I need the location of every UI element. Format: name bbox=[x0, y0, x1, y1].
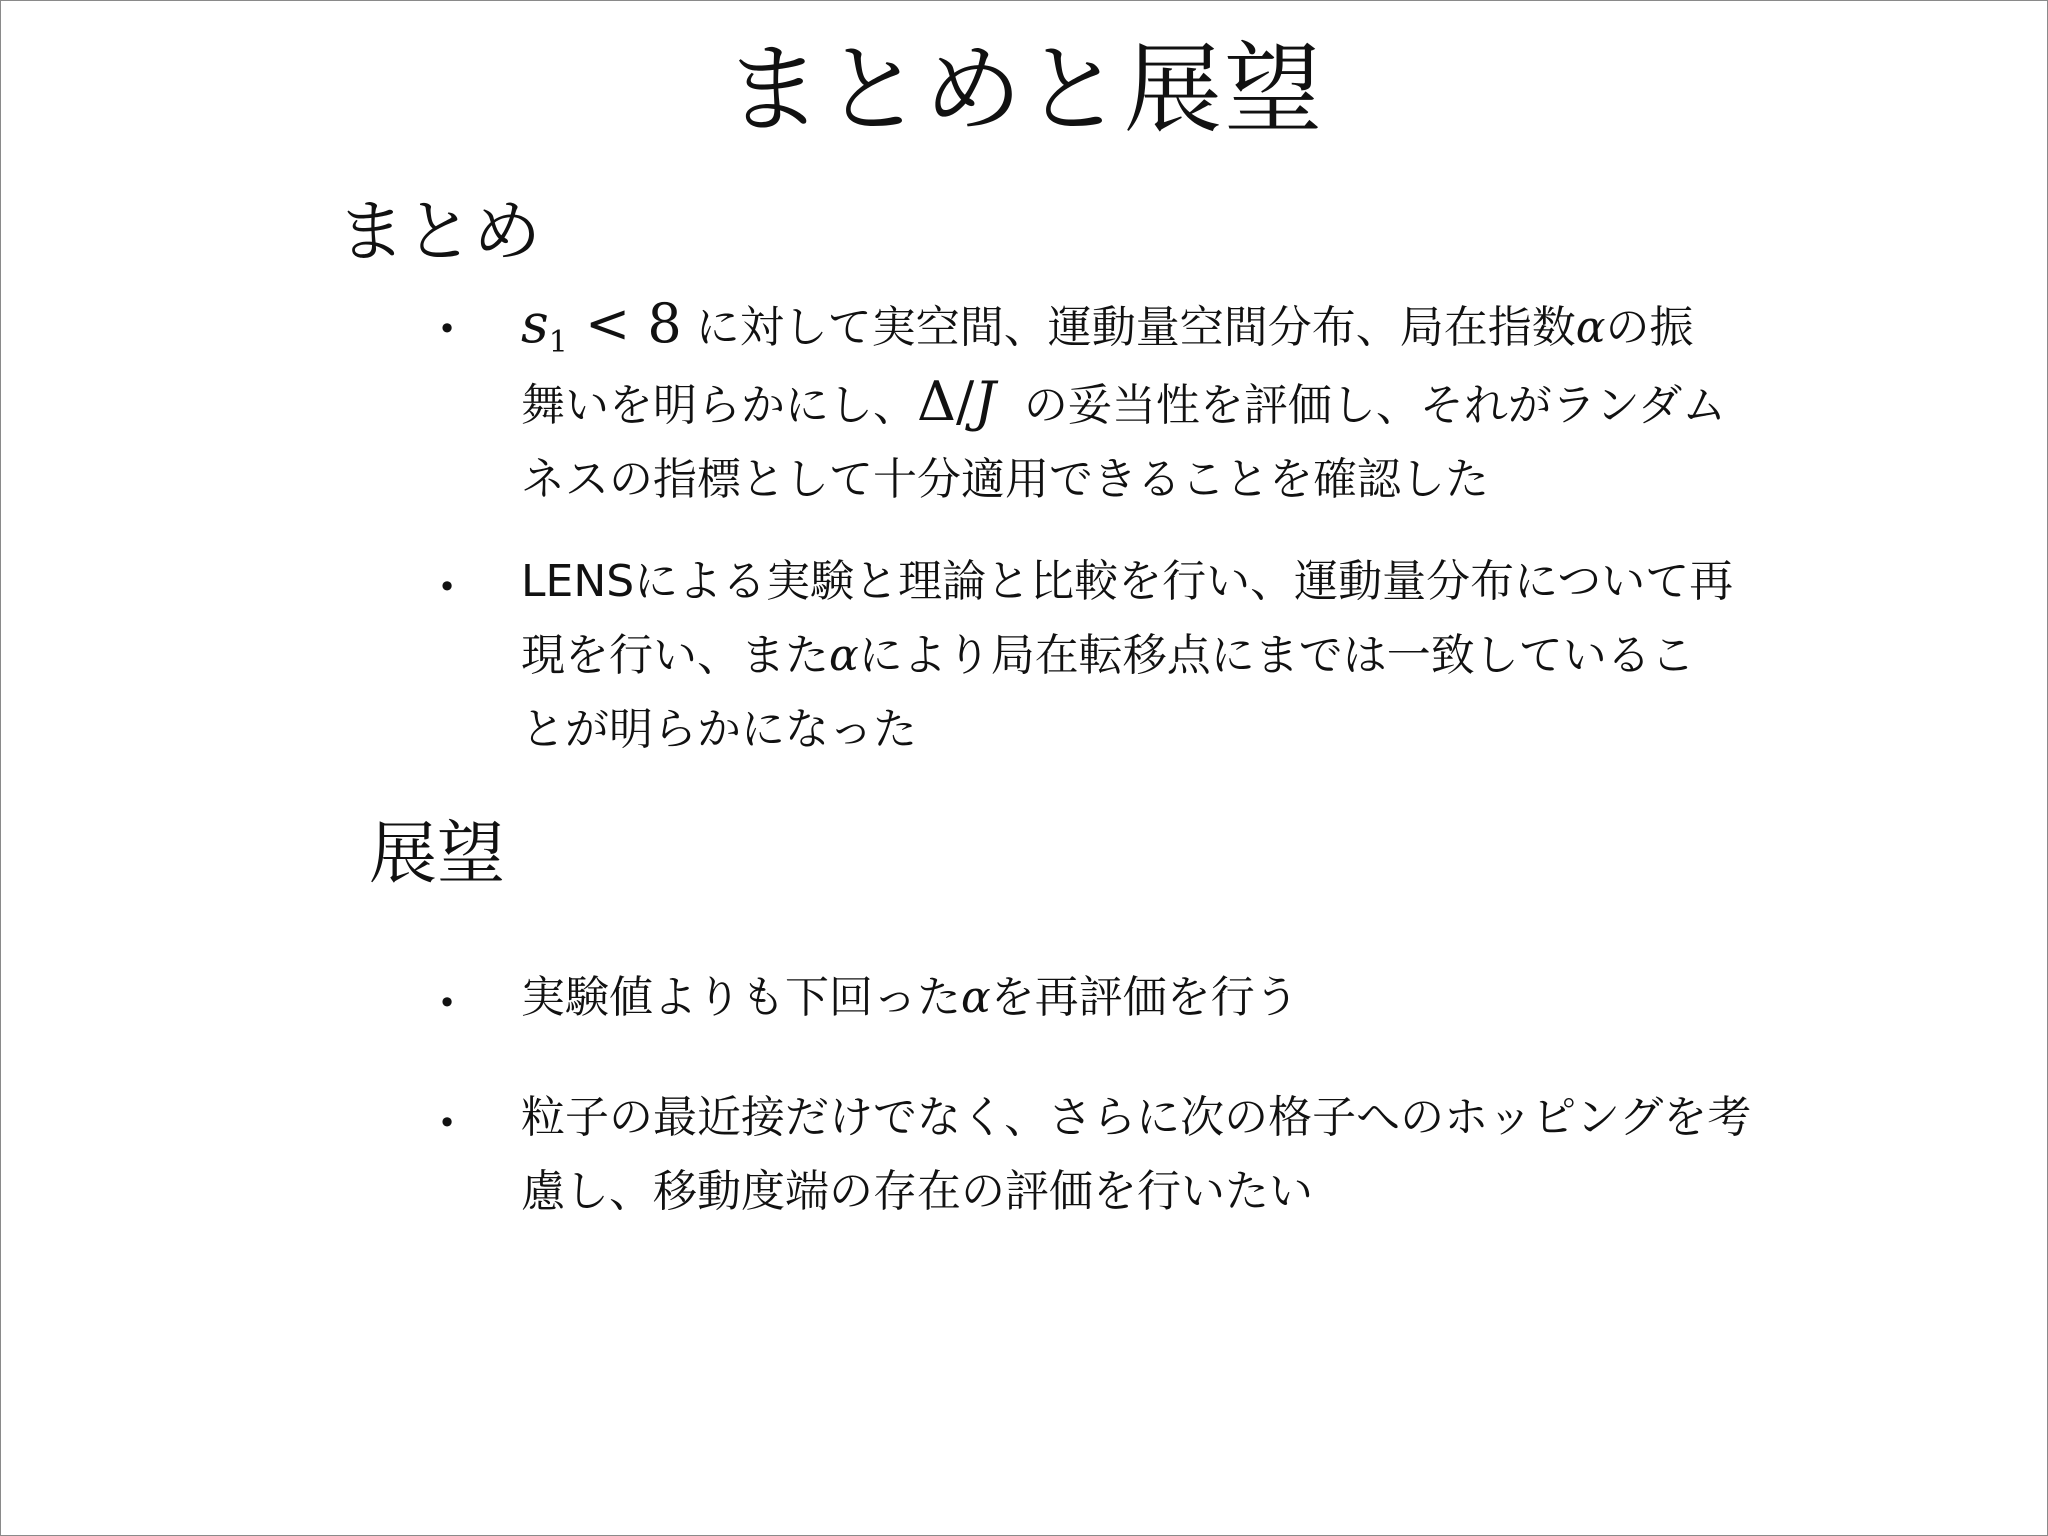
text-line bbox=[521, 287, 1871, 365]
text-segment: 舞いを明らかにし、 bbox=[521, 380, 917, 431]
text-line: LENSによる実験と理論と比較を行い、運動量分布について再 bbox=[521, 556, 1734, 607]
math-J: J bbox=[974, 370, 996, 433]
text-segment: の妥当性を評価し、それがランダム bbox=[995, 380, 1727, 431]
text-line: ネスの指標として十分適用できることを確認した bbox=[521, 454, 1489, 505]
math-number: 8 bbox=[647, 292, 682, 355]
text-line: 粒子の最近接だけでなく、さらに次の格子へのホッピングを考 bbox=[521, 1092, 1752, 1143]
bullet-text bbox=[521, 287, 1871, 517]
text-line bbox=[521, 365, 1871, 443]
math-less-than: < bbox=[567, 292, 648, 355]
summary-heading: まとめ bbox=[337, 193, 542, 272]
math-alpha: α bbox=[961, 972, 991, 1023]
math-delta: Δ bbox=[917, 370, 956, 433]
math-slash: / bbox=[956, 370, 975, 433]
text-line: 慮し、移動度端の存在の評価を行いたい bbox=[521, 1166, 1313, 1217]
text-line: とが明らかになった bbox=[521, 704, 917, 755]
slide-title: まとめと展望 bbox=[723, 33, 1324, 147]
text-segment: 現を行い、また bbox=[521, 630, 829, 681]
text-segment: の振 bbox=[1605, 302, 1694, 353]
text-segment: により局在転移点にまでは一致しているこ bbox=[858, 630, 1695, 681]
math-symbol-s: s bbox=[521, 292, 549, 355]
outlook-heading: 展望 bbox=[369, 815, 506, 894]
math-subscript: 1 bbox=[548, 325, 568, 360]
text-segment: 実験値よりも下回った bbox=[521, 972, 961, 1023]
text-segment: を再評価を行う bbox=[990, 972, 1299, 1023]
bullet-text bbox=[521, 1081, 1871, 1229]
bullet-text bbox=[521, 961, 1871, 1035]
math-alpha: α bbox=[829, 630, 859, 681]
bullet-text bbox=[521, 545, 1871, 767]
bullet-marker: • bbox=[437, 1104, 457, 1142]
text-line bbox=[521, 961, 1871, 1035]
bullet-marker: • bbox=[437, 310, 457, 348]
bullet-marker: • bbox=[437, 568, 457, 606]
text-segment: に対して実空間、運動量空間分布、局在指数 bbox=[681, 302, 1576, 353]
bullet-marker: • bbox=[437, 984, 457, 1022]
text-line bbox=[521, 619, 1871, 693]
math-alpha: α bbox=[1575, 302, 1606, 353]
